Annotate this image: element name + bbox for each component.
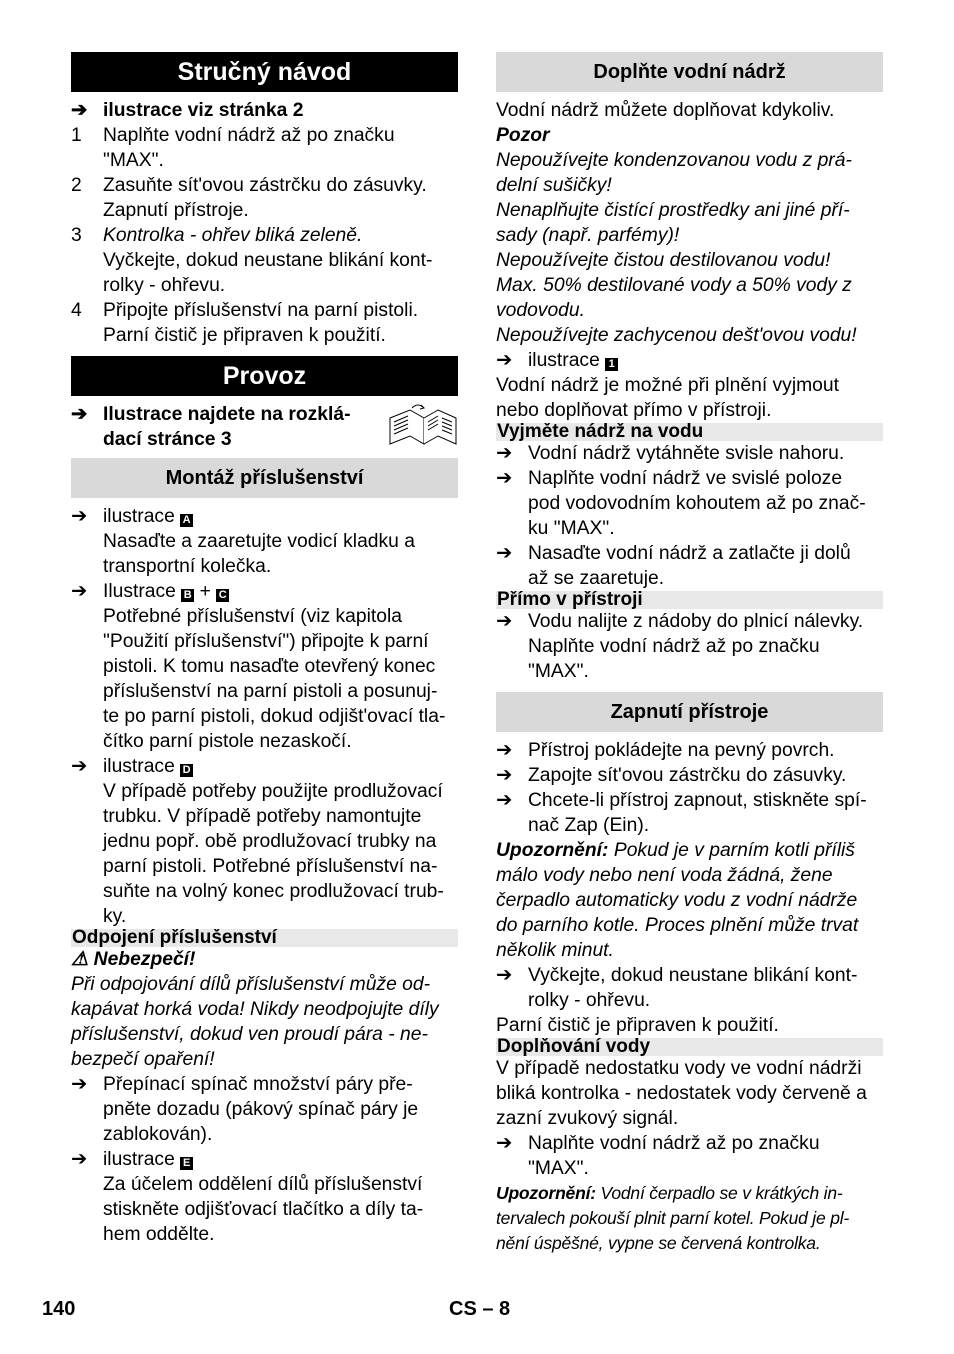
arrow-icon: ➔: [496, 740, 513, 761]
illustration-d-block: ➔ ilustrace D V případě potřeby použijte prodlužovací trubku. V případě potřeby namontujte jednu popř. obě prodlužovací trubky na parní pistoli. Potřebné příslušenství na- suňte na volný konec prodlužovací trub- ky.: [71, 756, 444, 927]
danger-text: Při odpojování dílů příslušenství může od- kapávat horká voda! Nikdy neodpojujte díly příslušenství, dokud ven proudí pára - ne- bezpečí opaření!: [71, 974, 439, 1070]
arrow-icon: ➔: [496, 965, 513, 986]
arrow-icon: ➔: [71, 404, 88, 425]
caution-label: Pozor: [496, 125, 550, 146]
danger-line: ⚠ Nebezpečí!: [71, 949, 196, 970]
caution-text: Nepoužívejte kondenzovanou vodu z prá- delní sušičky! Nenaplňujte čistící prostředky ani jiné pří- sady (např. parfémy)! Nepoužívejte čistou destilovanou vodu! Max. 50% destilované vody a 50% vody z vodovodu. Nepoužívejte zachycenou dešt'ovou vodu!: [496, 150, 857, 346]
right-column: [496, 52, 883, 1256]
figure-label-c: C: [216, 589, 229, 602]
section-heading-fill-tank: Doplňte vodní nádrž: [496, 52, 883, 92]
illustration-a-block: ➔ ilustrace A Nasaďte a zaaretujte vodicí kladku a transportní kolečka.: [71, 506, 415, 577]
arrow-icon: ➔: [496, 350, 513, 371]
note-pump: Upozornění: Vodní čerpadlo se v krátkých in- tervalech pokouší plnit parní kotel. Pokud je pl- nění úspěšné, vypne se červená kontrolka.: [496, 1183, 850, 1253]
figure-label-d: D: [180, 764, 193, 777]
page-number: 140: [42, 1298, 76, 1320]
reference-foldout: ➔ Ilustrace najdete na rozklá- dací stránce 3: [71, 402, 458, 452]
arrow-icon: ➔: [71, 1074, 88, 1095]
step-4: 4 Připojte příslušenství na parní pistoli. Parní čistič je připraven k použití.: [71, 300, 419, 346]
section-heading-quick-guide: Stručný návod: [71, 52, 458, 92]
figure-label-a: A: [180, 514, 193, 527]
illustration-1-ref: ➔ ilustrace 1: [496, 348, 883, 373]
subheading-fill-directly: Přímo v přístroji: [496, 591, 883, 609]
refill-text: V případě nedostatku vody ve vodní nádrži bliká kontrolka - nedostatek vody červeně a zazní zvukový signál.: [496, 1058, 867, 1129]
arrow-icon: ➔: [71, 100, 88, 121]
figure-label-b: B: [181, 589, 194, 602]
left-column: [71, 52, 458, 1247]
arrow-icon: ➔: [496, 765, 513, 786]
illustration-e-block: ➔ ilustrace E Za účelem oddělení dílů příslušenství stiskněte odjišťovací tlačítko a díly ta- hem oddělte.: [71, 1149, 424, 1245]
arrow-icon: ➔: [71, 581, 88, 602]
refill-step: ➔ Naplňte vodní nádrž až po značku "MAX".: [496, 1133, 820, 1179]
figure-label-e: E: [180, 1157, 193, 1170]
arrow-icon: ➔: [496, 543, 513, 564]
section-heading-mount-accessories: Montáž příslušenství: [71, 458, 458, 498]
note-boiler: Upozornění: Pokud je v parním kotli příliš málo vody nebo není voda žádná, žene čerpadlo automaticky vodu z vodní nádrže do parního kotle. Proces plnění může trvat několik minut.: [496, 840, 859, 961]
section-heading-operation: Provoz: [71, 356, 458, 396]
direct-fill-step: ➔ Vodu nalijte z nádoby do plnicí nálevky. Naplňte vodní nádrž až po značku "MAX".: [496, 611, 864, 682]
remove-step-2: ➔ Naplňte vodní nádrž ve svislé poloze pod vodovodním kohoutem až po znač- ku "MAX".: [496, 468, 866, 539]
removable-text: Vodní nádrž je možné při plnění vyjmout nebo doplňovat přímo v přístroji.: [496, 375, 839, 421]
on-step-3: ➔ Chcete-li přístroj zapnout, stiskněte spí- nač Zap (Ein).: [496, 790, 867, 836]
arrow-icon: ➔: [496, 468, 513, 489]
on-step-2: ➔ Zapojte sít'ovou zástrčku do zásuvky.: [496, 765, 847, 786]
arrow-icon: ➔: [71, 1149, 88, 1170]
remove-step-3: ➔ Nasaďte vodní nádrž a zatlačte ji dolů až se zaaretuje.: [496, 543, 851, 589]
arrow-icon: ➔: [496, 790, 513, 811]
arrow-icon: ➔: [496, 611, 513, 632]
step-1: 1 Naplňte vodní nádrž až po značku "MAX".: [71, 125, 395, 171]
subheading-detach-accessories: Odpojení příslušenství: [71, 929, 458, 947]
reference-line: ➔ ilustrace viz stránka 2: [71, 100, 304, 121]
step-2: 2 Zasuňte sít'ovou zástrčku do zásuvky. Zapnutí přístroje.: [71, 175, 427, 221]
page-code: CS – 8: [449, 1298, 511, 1320]
fill-intro: Vodní nádrž můžete doplňovat kdykoliv.: [496, 100, 835, 121]
arrow-icon: ➔: [71, 506, 88, 527]
step-3: 3 Kontrolka - ohřev bliká zeleně. Vyčkejte, dokud neustane blikání kont- rolky - ohřevu.: [71, 225, 433, 296]
section-heading-switch-on: Zapnutí přístroje: [496, 692, 883, 732]
illustration-bc-block: ➔ Ilustrace B + C Potřebné příslušenství (viz kapitola "Použití příslušenství") připojte k parní pistoli. K tomu nasaďte otevřený konec příslušenství na parní pistoli a posunuj- te po parní pistoli, dokud odjišt'ovací tla- čítko parní pistole nezaskočí.: [71, 581, 446, 752]
subheading-remove-tank: Vyjměte nádrž na vodu: [496, 423, 883, 441]
ready-text: Parní čistič je připraven k použití.: [496, 1015, 779, 1036]
foldout-book-icon: [388, 404, 458, 448]
arrow-icon: ➔: [496, 443, 513, 464]
switch-step: ➔ Přepínací spínač množství páry pře- pněte dozadu (pákový spínač páry je zablokován).: [71, 1074, 419, 1145]
wait-step: ➔ Vyčkejte, dokud neustane blikání kont- rolky - ohřevu.: [496, 965, 858, 1011]
subheading-refill-water: Doplňování vody: [496, 1038, 883, 1056]
warning-icon: ⚠: [71, 949, 89, 970]
on-step-1: ➔ Přístroj pokládejte na pevný povrch.: [496, 740, 835, 761]
arrow-icon: ➔: [496, 1133, 513, 1154]
figure-label-1: 1: [605, 358, 618, 371]
arrow-icon: ➔: [71, 756, 88, 777]
remove-step-1: ➔ Vodní nádrž vytáhněte svisle nahoru.: [496, 443, 845, 464]
